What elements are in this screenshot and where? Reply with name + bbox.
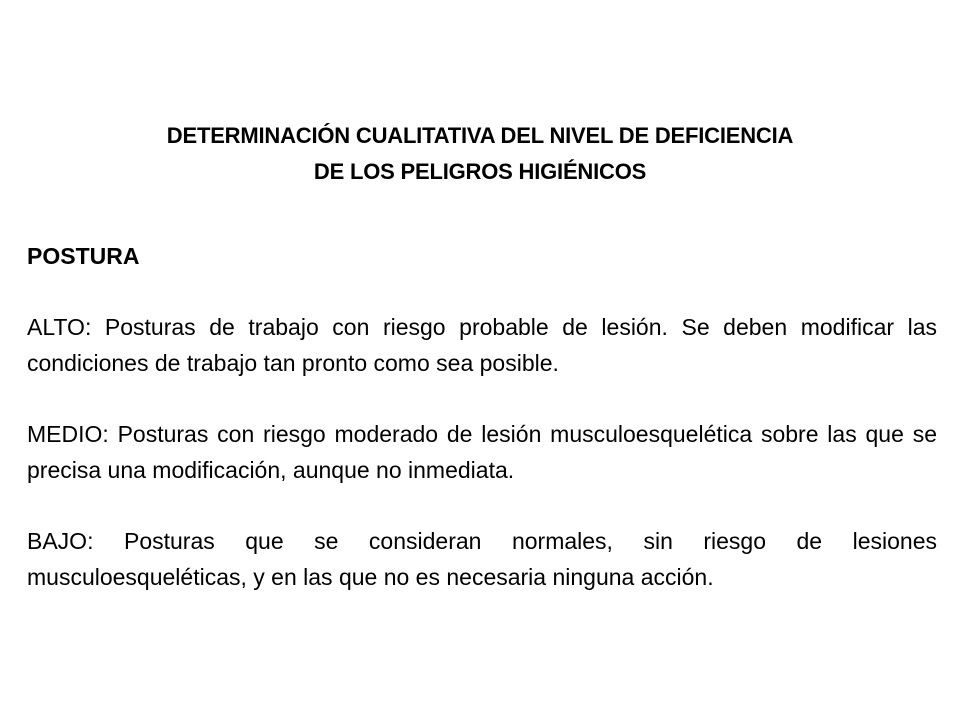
paragraph-medio: MEDIO: Posturas con riesgo moderado de lesión musculoesquelética sobre las que se precisa una modificación, aunque no inmediata. (27, 421, 937, 483)
title-line-1: DETERMINACIÓN CUALITATIVA DEL NIVEL DE DEFICIENCIA (166, 123, 794, 148)
slide-title (60, 118, 900, 190)
paragraph-bajo: BAJO: Posturas que se consideran normales, sin riesgo de lesiones musculoesqueléticas, y en las que no es necesaria ninguna acción. (27, 528, 937, 590)
slide-content (27, 238, 937, 595)
section-heading: POSTURA (27, 243, 140, 269)
paragraph-alto: ALTO: Posturas de trabajo con riesgo probable de lesión. Se deben modificar las condiciones de trabajo tan pronto como sea posible. (27, 314, 937, 376)
title-line-2: DE LOS PELIGROS HIGIÉNICOS (313, 159, 647, 184)
